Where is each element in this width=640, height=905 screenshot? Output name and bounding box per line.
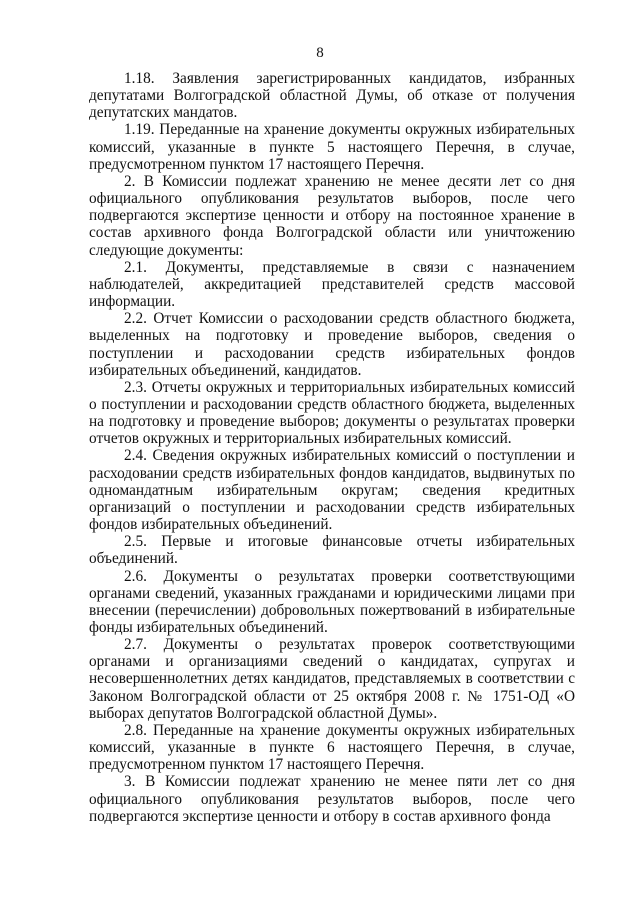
- paragraph-1-19: 1.19. Переданные на хранение документы окружных избирательных комиссий, указанные в пункте 5 настоящего Перечня, в случае, предусмотренном пунктом 17 настоящего Перечня.: [89, 121, 575, 173]
- document-body: [89, 70, 575, 825]
- paragraph-2-5: 2.5. Первые и итоговые финансовые отчеты избирательных объединений.: [89, 533, 575, 568]
- paragraph-2-2: 2.2. Отчет Комиссии о расходовании средств областного бюджета, выделенных на подготовку и проведение выборов, сведения о поступлении и расходовании средств избирательных фондов избирательных объединений, кандидатов.: [89, 310, 575, 379]
- paragraph-2-3: 2.3. Отчеты окружных и территориальных избирательных комиссий о поступлении и расходовании средств областного бюджета, выделенных на подготовку и проведение выборов; документы о результатах проверки отчетов окружных и территориальных избирательных комиссий.: [89, 378, 575, 448]
- paragraph-2-6: 2.6. Документы о результатах проверки соответствующими органами сведений, указанных гражданами и юридическими лицами при внесении (перечислении) добровольных пожертвований в избирательные фонды избирательных объединений.: [89, 567, 575, 636]
- paragraph-2-4: 2.4. Сведения окружных избирательных комиссий о поступлении и расходовании средств избирательных фондов кандидатов, выдвинутых по одномандатным избирательным округам; сведения кредитных организаций о поступлении и расходовании средств избирательных фондов избирательных объединений.: [89, 447, 575, 534]
- paragraph-2: 2. В Комиссии подлежат хранению не менее десяти лет со дня официального опубликования результатов выборов, после чего подвергаются экспертизе ценности и отбору на постоянное хранение в состав архивного фонда Волгоградской области или уничтожению следующие документы:: [89, 172, 575, 259]
- paragraph-2-1: 2.1. Документы, представляемые в связи с назначением наблюдателей, аккредитацией представителей средств массовой информации.: [89, 258, 575, 311]
- paragraph-2-7: 2.7. Документы о результатах проверок соответствующими органами и организациями сведений о кандидатах, супругах и несовершеннолетних детях кандидатов, представляемых в соответствии с Законом Волгоградской области от 25 октября 2008 г. № 1751-ОД «О выборах депутатов Волгоградской областной Думы».: [89, 636, 575, 722]
- page-number: 8: [316, 45, 324, 61]
- paragraph-2-8: 2.8. Переданные на хранение документы окружных избирательных комиссий, указанные в пункте 6 настоящего Перечня, в случае, предусмотренном пунктом 17 настоящего Перечня.: [89, 721, 575, 774]
- paragraph-3: 3. В Комиссии подлежат хранению не менее пяти лет со дня официального опубликования результатов выборов, после чего подвергаются экспертизе ценности и отбору в состав архивного фонда: [89, 773, 575, 825]
- paragraph-1-18: 1.18. Заявления зарегистрированных кандидатов, избранных депутатами Волгоградской областной Думы, об отказе от получения депутатских мандатов.: [89, 70, 575, 122]
